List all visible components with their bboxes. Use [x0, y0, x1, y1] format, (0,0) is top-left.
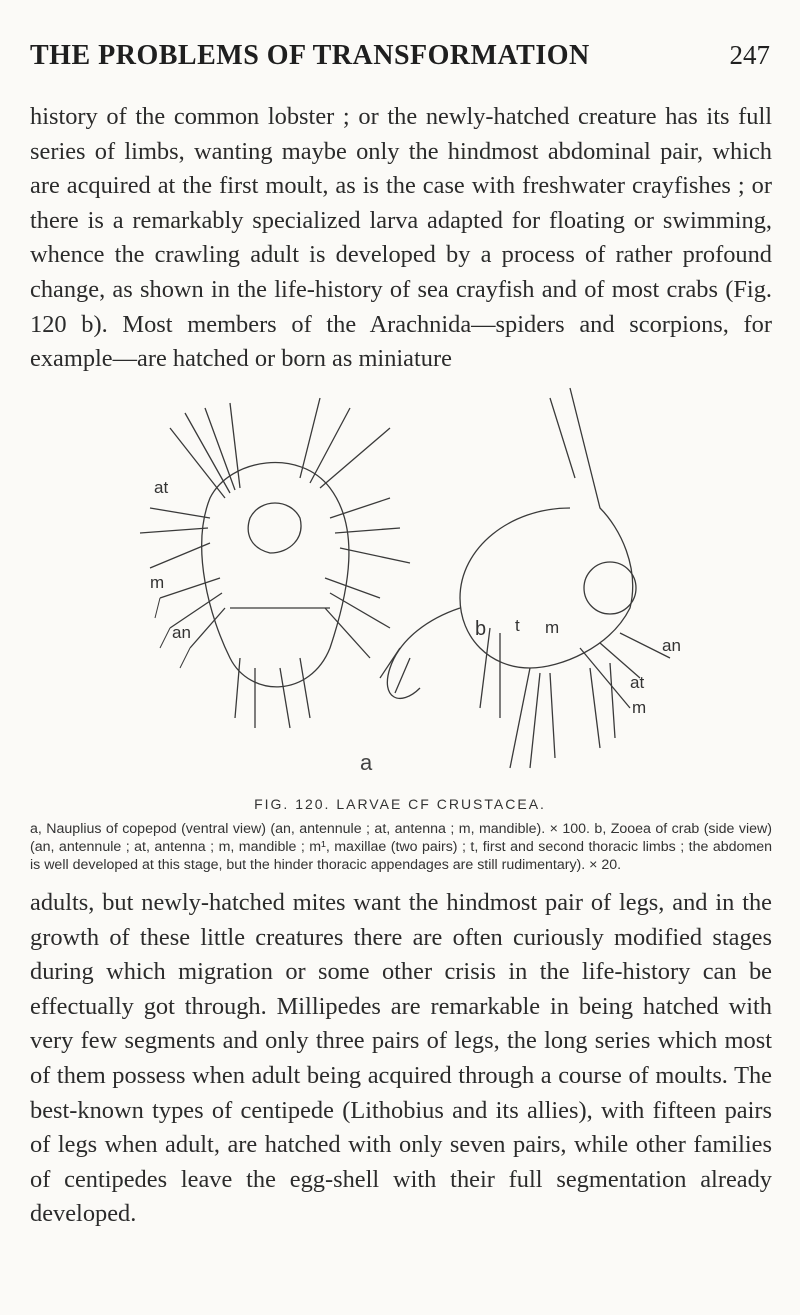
- body-paragraph-1: history of the common lobster ; or the newly-hatched creature has its full series of limbs, wanting maybe only the hindmost abdominal pair, which are acquired at the first moult, as is the case with freshwater crayfishes ; or there is a remarkably specialized larva adapted for floating or swimming, whence the crawling adult is developed by a process of rather profound change, as shown in the life-history of sea crayfish and of most crabs (Fig. 120 b). Most members of the Arachnida—spiders and scorpions, for example—are hatched or born as miniature: [30, 103, 772, 373]
- page-number: 247: [729, 40, 770, 70]
- label-b-an: an: [662, 636, 681, 655]
- larvae-illustration: [130, 368, 700, 788]
- zooea-drawing: [380, 388, 670, 768]
- nauplius-drawing: [140, 398, 410, 728]
- label-b-at: at: [630, 673, 645, 692]
- page-header: [30, 40, 770, 72]
- figure-120: [130, 368, 700, 788]
- label-b-m1: m: [632, 698, 647, 717]
- label-a-at: at: [154, 478, 169, 497]
- figure-title: FIG. 120. LARVAE CF CRUSTACEA.: [254, 796, 546, 812]
- figure-caption: a, Nauplius of copepod (ventral view) (an, antennule ; at, antenna ; m, mandible). × 100. b, Zooea of crab (side view) (an, antennule ; at, antenna ; m, mandible ; m¹, maxillae (two pairs) ; t, first and second thoracic limbs ; the abdomen is well developed at this stage, but the hinder thoracic appendages are still rudimentary). × 20.: [30, 821, 772, 873]
- running-head: THE PROBLEMS OF TRANSFORMATION: [30, 40, 590, 71]
- label-b-m: m: [545, 618, 560, 637]
- label-b-t: t: [515, 616, 520, 635]
- label-a-an: an: [172, 623, 191, 642]
- figure-letter-a: a: [360, 750, 373, 775]
- body-paragraph-2: adults, but newly-hatched mites want the hindmost pair of legs, and in the growth of these little creatures there are often curiously modified stages during which migration or some other crisis in the life-history can be effectually got through. Millipedes are remarkable in being hatched with very few segments and only three pairs of legs, the long series which most of them possess when adult being acquired through a course of moults. The best-known types of centipede (Lithobius and its allies), with fifteen pairs of legs when adult, are hatched with only seven pairs, while other families of centipedes leave the egg-shell with their full segmentation already developed.: [30, 889, 772, 1228]
- label-b: b: [475, 618, 487, 640]
- label-a-m: m: [150, 573, 165, 592]
